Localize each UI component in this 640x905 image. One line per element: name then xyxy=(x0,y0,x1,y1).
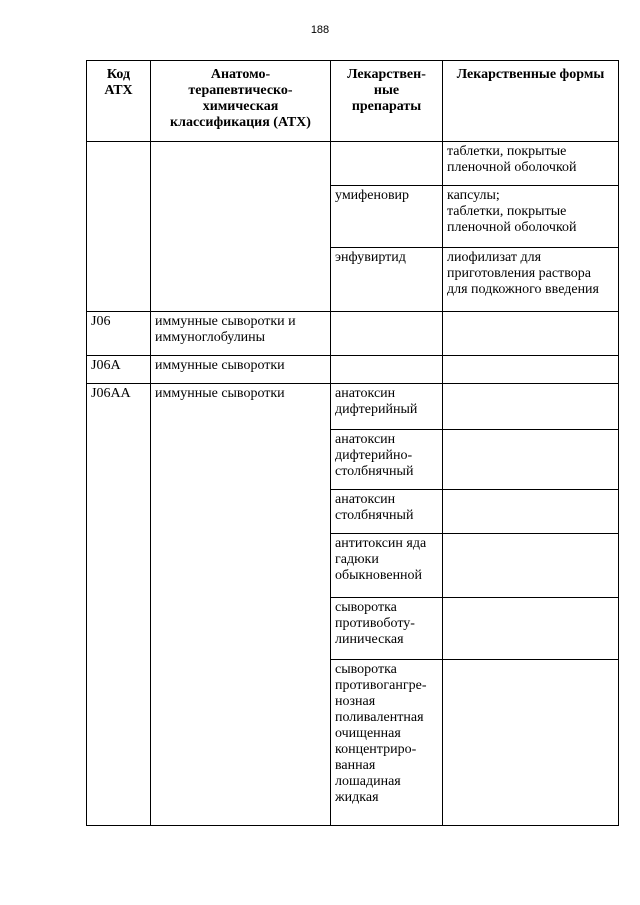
drug-cell: анатоксин столбнячный xyxy=(331,490,443,534)
drug-cell: антитоксин яда гадюки обыкновенной xyxy=(331,534,443,598)
drug-cell xyxy=(331,356,443,384)
atx-code-cell: J06AA xyxy=(87,384,151,826)
atx-classification-cell: иммунные сыворотки и иммуноглобулины xyxy=(151,312,331,356)
header-atx-classification: Анатомо- терапевтическо- химическая классификация (АТХ) xyxy=(151,61,331,142)
header-dosage-forms: Лекарственные формы xyxy=(443,61,619,142)
drug-cell: сыворотка противоботу- линическая xyxy=(331,598,443,660)
dosage-form-cell xyxy=(443,534,619,598)
table-row xyxy=(87,312,619,356)
drug-cell: сыворотка противогангре- нозная поливалентная очищенная концентриро- ванная лошадиная жидкая xyxy=(331,660,443,826)
drug-cell xyxy=(331,312,443,356)
drug-cell xyxy=(331,142,443,186)
page-number: 188 xyxy=(310,24,330,36)
table-row xyxy=(87,142,619,186)
dosage-form-cell: таблетки, покрытые пленочной оболочкой xyxy=(443,142,619,186)
atx-drug-table xyxy=(86,60,619,826)
atx-code-cell xyxy=(87,142,151,312)
table-row xyxy=(87,384,619,430)
atx-code-cell: J06A xyxy=(87,356,151,384)
atx-code-cell: J06 xyxy=(87,312,151,356)
dosage-form-cell xyxy=(443,312,619,356)
table-header-row xyxy=(87,61,619,142)
atx-classification-cell: иммунные сыворотки xyxy=(151,384,331,826)
dosage-form-cell xyxy=(443,384,619,430)
dosage-form-cell: капсулы; таблетки, покрытые пленочной оболочкой xyxy=(443,186,619,248)
dosage-form-cell xyxy=(443,660,619,826)
drug-cell: умифеновир xyxy=(331,186,443,248)
dosage-form-cell xyxy=(443,490,619,534)
table-row xyxy=(87,356,619,384)
dosage-form-cell: лиофилизат для приготовления раствора для подкожного введения xyxy=(443,248,619,312)
dosage-form-cell xyxy=(443,598,619,660)
header-atx-code: Код АТХ xyxy=(87,61,151,142)
atx-classification-cell: иммунные сыворотки xyxy=(151,356,331,384)
drug-cell: энфувиртид xyxy=(331,248,443,312)
dosage-form-cell xyxy=(443,356,619,384)
drug-cell: анатоксин дифтерийный xyxy=(331,384,443,430)
dosage-form-cell xyxy=(443,430,619,490)
atx-classification-cell xyxy=(151,142,331,312)
drug-cell: анатоксин дифтерийно- столбнячный xyxy=(331,430,443,490)
header-drugs: Лекарствен- ные препараты xyxy=(331,61,443,142)
